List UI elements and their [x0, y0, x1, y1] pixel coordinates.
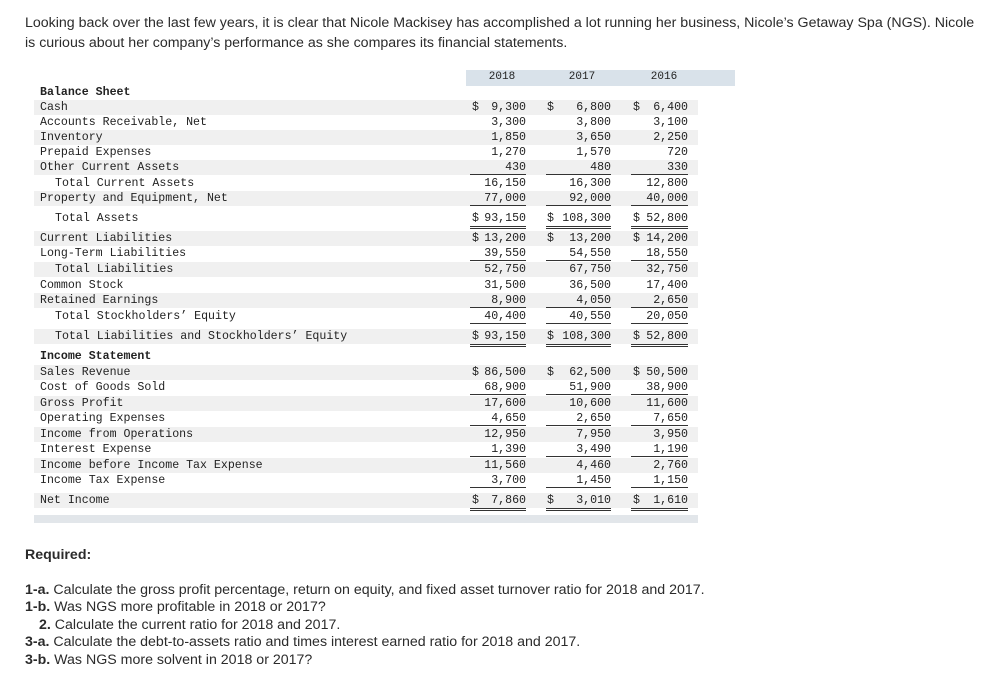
dollar-sign: $: [633, 232, 640, 245]
row-value: 1,390: [470, 443, 526, 457]
row-value: 86,500: [484, 366, 526, 379]
row-label: Total Liabilities: [55, 263, 174, 276]
required-section: [25, 547, 985, 669]
dollar-sign: $: [633, 330, 640, 343]
row-value: 1,570: [576, 146, 611, 159]
required-item: [25, 652, 985, 670]
dollar-sign: $: [633, 101, 640, 114]
row-value: 31,500: [484, 279, 526, 292]
dollar-sign: $: [633, 494, 640, 507]
row-value: 4,460: [576, 459, 611, 472]
row-value: 77,000: [470, 192, 526, 206]
row-label: Gross Profit: [40, 397, 124, 410]
dollar-sign: $: [547, 366, 554, 379]
dollar-sign: $: [547, 330, 554, 343]
required-title: Required:: [25, 547, 92, 563]
row-value: 430: [470, 161, 526, 175]
row-value: 6,800: [576, 101, 611, 114]
dollar-sign: $: [472, 494, 479, 507]
row-value: 17,400: [646, 279, 688, 292]
row-label: Inventory: [40, 131, 103, 144]
financial-statements-table: [30, 69, 698, 523]
row-label: Retained Earnings: [40, 294, 159, 307]
dollar-sign: $: [547, 101, 554, 114]
row-value: 50,500: [646, 366, 688, 379]
row-value: 62,500: [569, 366, 611, 379]
row-value: 4,650: [470, 412, 526, 426]
row-value: 108,300: [546, 212, 611, 229]
row-value: 9,300: [491, 101, 526, 114]
row-value: 4,050: [546, 294, 611, 308]
row-value: 13,200: [569, 232, 611, 245]
row-value: 13,200: [484, 232, 526, 245]
row-value: 67,750: [569, 263, 611, 276]
row-value: 1,190: [631, 443, 688, 457]
dollar-sign: $: [472, 330, 479, 343]
dollar-sign: $: [547, 494, 554, 507]
row-value: 1,450: [546, 474, 611, 488]
row-value: 32,750: [646, 263, 688, 276]
row-value: 2,760: [653, 459, 688, 472]
row-value: 40,000: [631, 192, 688, 206]
row-value: 11,600: [646, 397, 688, 410]
dollar-sign: $: [472, 101, 479, 114]
row-value: 3,650: [576, 131, 611, 144]
year-header-2017: 2017: [568, 71, 596, 83]
row-label: Total Liabilities and Stockholders’ Equity: [55, 330, 348, 343]
section-title: Income Statement: [40, 350, 152, 363]
row-label: Other Current Assets: [40, 161, 180, 174]
dollar-sign: $: [547, 212, 554, 225]
year-header-2018: 2018: [488, 71, 516, 83]
row-label: Cash: [40, 101, 68, 114]
row-label: Interest Expense: [40, 443, 152, 456]
row-label: Common Stock: [40, 279, 124, 292]
row-value: 93,150: [470, 330, 526, 347]
row-value: 68,900: [470, 381, 526, 395]
section-title: Balance Sheet: [40, 86, 131, 99]
row-value: 7,950: [576, 428, 611, 441]
row-value: 3,010: [546, 494, 611, 511]
required-item-text: Calculate the current ratio for 2018 and 2017.: [50, 616, 341, 633]
row-value: 12,950: [484, 428, 526, 441]
row-value: 1,850: [491, 131, 526, 144]
dollar-sign: $: [472, 232, 479, 245]
required-item-number: 1-a.: [25, 581, 50, 598]
row-value: 36,500: [569, 279, 611, 292]
row-value: 18,550: [631, 247, 688, 261]
row-value: 16,300: [569, 177, 611, 190]
row-value: 52,800: [631, 330, 688, 347]
required-item-text: Calculate the gross profit percentage, return on equity, and fixed asset turnover ratio for 2018 and 2017.: [49, 581, 705, 598]
row-value: 11,560: [484, 459, 526, 472]
row-value: 3,950: [653, 428, 688, 441]
required-item-text: Was NGS more profitable in 2018 or 2017?: [50, 599, 326, 615]
row-value: 3,490: [546, 443, 611, 457]
dollar-sign: $: [547, 232, 554, 245]
required-item-text: Calculate the debt-to-assets ratio and times interest earned ratio for 2018 and 2017.: [49, 634, 581, 650]
row-value: 3,100: [653, 116, 688, 129]
row-value: 3,700: [470, 474, 526, 488]
dollar-sign: $: [472, 212, 479, 225]
row-value: 40,400: [470, 310, 526, 324]
row-value: 12,800: [646, 177, 688, 190]
required-item: [25, 634, 985, 652]
row-value: 720: [667, 146, 688, 159]
year-header-2016: 2016: [650, 71, 678, 83]
row-value: 3,800: [576, 116, 611, 129]
row-label: Total Stockholders’ Equity: [55, 310, 236, 323]
required-list: [25, 582, 985, 670]
required-item-number: 1-b.: [25, 599, 51, 615]
dollar-sign: $: [633, 212, 640, 225]
row-value: 480: [546, 161, 611, 175]
table-bottom-band: [34, 515, 698, 523]
dollar-sign: $: [472, 366, 479, 379]
row-value: 54,550: [546, 247, 611, 261]
row-value: 330: [631, 161, 688, 175]
row-value: 92,000: [546, 192, 611, 206]
row-value: 6,400: [653, 101, 688, 114]
required-item-number: 3-a.: [25, 634, 50, 650]
row-label: Income before Income Tax Expense: [40, 459, 263, 472]
row-label: Operating Expenses: [40, 412, 166, 425]
intro-paragraph: Looking back over the last few years, it is clear that Nicole Mackisey has accomplished a lot running her business, Nicole’s Getaway Spa (NGS). Nicole is curious about her company’s performance as she compares its financial statements.: [25, 15, 975, 51]
row-label: Long-Term Liabilities: [40, 247, 187, 260]
row-label: Total Current Assets: [55, 177, 195, 190]
required-item: [25, 599, 985, 617]
row-value: 17,600: [484, 397, 526, 410]
row-value: 51,900: [546, 381, 611, 395]
row-label: Total Assets: [55, 212, 139, 225]
row-value: 108,300: [546, 330, 611, 347]
row-value: 1,270: [491, 146, 526, 159]
row-label: Income Tax Expense: [40, 474, 166, 487]
row-label: Property and Equipment, Net: [40, 192, 228, 205]
row-label: Net Income: [40, 494, 110, 507]
dollar-sign: $: [633, 366, 640, 379]
row-value: 20,050: [631, 310, 688, 324]
row-value: 52,800: [631, 212, 688, 229]
row-value: 52,750: [484, 263, 526, 276]
row-value: 10,600: [569, 397, 611, 410]
row-value: 7,650: [631, 412, 688, 426]
row-label: Accounts Receivable, Net: [40, 116, 207, 129]
row-value: 8,900: [470, 294, 526, 308]
row-label: Current Liabilities: [40, 232, 173, 245]
row-value: 1,610: [631, 494, 688, 511]
row-label: Sales Revenue: [40, 366, 131, 379]
row-value: 39,550: [470, 247, 526, 261]
row-value: 7,860: [470, 494, 526, 511]
required-item: [25, 617, 985, 635]
row-value: 14,200: [646, 232, 688, 245]
row-value: 16,150: [484, 177, 526, 190]
row-value: 2,250: [653, 131, 688, 144]
required-item-number: 2.: [39, 616, 51, 633]
row-value: 40,550: [546, 310, 611, 324]
row-label: Income from Operations: [40, 428, 194, 441]
row-label: Prepaid Expenses: [40, 146, 152, 159]
row-value: 2,650: [631, 294, 688, 308]
row-value: 93,150: [470, 212, 526, 229]
required-item-text: Was NGS more solvent in 2018 or 2017?: [50, 651, 313, 668]
row-label: Cost of Goods Sold: [40, 381, 166, 394]
row-value: 2,650: [546, 412, 611, 426]
row-value: 1,150: [631, 474, 688, 488]
row-value: 38,900: [631, 381, 688, 395]
required-item-number: 3-b.: [25, 651, 51, 668]
row-value: 3,300: [491, 116, 526, 129]
required-item: [25, 582, 985, 600]
